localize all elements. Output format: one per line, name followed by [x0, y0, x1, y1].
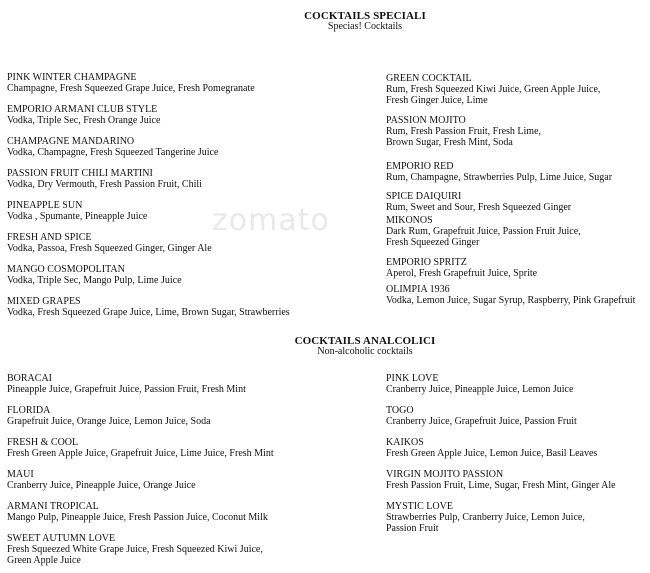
menu-item-description: Vodka, Fresh Squeezed Grape Juice, Lime, Brown Sugar, Strawberries	[7, 307, 290, 318]
menu-item	[386, 73, 635, 115]
menu-item	[386, 405, 616, 437]
menu-item	[386, 373, 616, 405]
menu-item	[7, 501, 274, 533]
menu-item-description: Cranberry Juice, Pineapple Juice, Orange Juice	[7, 480, 196, 491]
menu-item-description: Cranberry Juice, Pineapple Juice, Lemon Juice	[386, 384, 574, 395]
menu-item-description: Rum, Champagne, Strawberries Pulp, Lime Juice, Sugar	[386, 172, 613, 183]
menu-item-description: Vodka, Lemon Juice, Sugar Syrup, Raspberry, Pink Grapefruit	[386, 295, 636, 306]
menu-item-description: Fresh Squeezed White Grape Juice, Fresh Squeezed Kiwi Juice,	[7, 544, 263, 555]
menu-item	[7, 373, 274, 405]
menu-item-name: MIXED GRAPES	[7, 296, 81, 307]
menu-item-description: Vodka , Spumante, Pineapple Juice	[7, 211, 148, 222]
menu-item-description: Fresh Green Apple Juice, Lemon Juice, Basil Leaves	[386, 448, 598, 459]
menu-item	[7, 136, 290, 168]
menu-item-description: Rum, Fresh Passion Fruit, Fresh Lime,	[386, 126, 542, 137]
menu-item-description: Vodka, Dry Vermouth, Fresh Passion Fruit, Chili	[7, 179, 202, 190]
menu-item-description: Rum, Sweet and Sour, Fresh Squeezed Ginger	[386, 202, 572, 213]
menu-item	[7, 200, 290, 232]
menu-item-name: PASSION FRUIT CHILI MARTINI	[7, 168, 153, 179]
menu-item-name: FLORIDA	[7, 405, 51, 416]
menu-item-description: Vodka, Triple Sec, Mango Pulp, Lime Juice	[7, 275, 182, 286]
menu-item-name: OLIMPIA 1936	[386, 284, 450, 295]
menu-item	[7, 296, 290, 328]
menu-item	[386, 501, 616, 541]
zomato-watermark: zomato	[212, 203, 330, 238]
menu-item-description: Brown Sugar, Fresh Mint, Soda	[386, 137, 513, 148]
menu-item-name: MAUI	[7, 469, 34, 480]
menu-item-description: Vodka, Triple Sec, Fresh Orange Juice	[7, 115, 161, 126]
menu-item-name: ARMANI TROPICAL	[7, 501, 99, 512]
menu-item-name: FRESH AND SPICE	[7, 232, 92, 243]
menu-item	[7, 533, 274, 573]
menu-item-description: Grapefruit Juice, Orange Juice, Lemon Juice, Soda	[7, 416, 211, 427]
section-title-cocktails-analcolici: COCKTAILS ANALCOLICI	[294, 335, 436, 347]
menu-item-name: SPICE DAIQUIRI	[386, 191, 462, 202]
section-title-cocktails-speciali: COCKTAILS SPECIALI	[304, 10, 426, 22]
menu-item	[7, 469, 274, 501]
menu-item-name: VIRGIN MOJITO PASSION	[386, 469, 504, 480]
menu-item-description: Cranberry Juice, Grapefruit Juice, Passion Fruit	[386, 416, 577, 427]
menu-item-description: Rum, Fresh Squeezed Kiwi Juice, Green Apple Juice,	[386, 84, 601, 95]
menu-item-name: PINEAPPLE SUN	[7, 200, 83, 211]
menu-item-description: Fresh Green Apple Juice, Grapefruit Juice, Lime Juice, Fresh Mint	[7, 448, 274, 459]
menu-item	[386, 161, 635, 191]
menu-item-description: Pineapple Juice, Grapefruit Juice, Passion Fruit, Fresh Mint	[7, 384, 246, 395]
menu-item	[7, 168, 290, 200]
menu-item-name: GREEN COCKTAIL	[386, 73, 472, 84]
menu-item	[386, 437, 616, 469]
menu-item	[386, 284, 635, 316]
menu-item-name: TOGO	[386, 405, 414, 416]
menu-item-name: BORACAI	[7, 373, 53, 384]
menu-item-description: Passion Fruit	[386, 523, 439, 534]
menu-item-name: MANGO COSMOPOLITAN	[7, 264, 125, 275]
menu-item-description: Fresh Passion Fruit, Lime, Sugar, Fresh Mint, Ginger Ale	[386, 480, 616, 491]
menu-item	[7, 405, 274, 437]
menu-item-description: Champagne, Fresh Squeezed Grape Juice, Fresh Pomegranate	[7, 83, 255, 94]
menu-item	[7, 104, 290, 136]
menu-item	[386, 215, 635, 257]
menu-item	[386, 191, 635, 215]
menu-item	[386, 115, 635, 161]
non-alcoholic-right-column	[386, 373, 616, 541]
menu-item-name: PINK LOVE	[386, 373, 439, 384]
menu-item-name: MYSTIC LOVE	[386, 501, 453, 512]
menu-item-name: PASSION MOJITO	[386, 115, 466, 126]
menu-item-name: FRESH & COOL	[7, 437, 79, 448]
menu-item-name: EMPORIO SPRITZ	[386, 257, 467, 268]
menu-item	[7, 264, 290, 296]
menu-item-name: EMPORIO RED	[386, 161, 454, 172]
menu-item	[7, 232, 290, 264]
menu-item-description: Green Apple Juice	[7, 555, 81, 566]
menu-item-description: Dark Rum, Grapefruit Juice, Passion Fruit Juice,	[386, 226, 581, 237]
special-cocktails-left-column	[7, 72, 290, 328]
menu-item-description: Aperol, Fresh Grapefruit Juice, Sprite	[386, 268, 538, 279]
menu-item-description: Vodka, Champagne, Fresh Squeezed Tangerine Juice	[7, 147, 219, 158]
menu-item	[386, 469, 616, 501]
section-subtitle-non-alcoholic: Non-alcoholic cocktails	[317, 346, 413, 357]
menu-item-name: EMPORIO ARMANI CLUB STYLE	[7, 104, 158, 115]
menu-item-name: MIKONOS	[386, 215, 433, 226]
special-cocktails-right-column	[386, 73, 635, 316]
menu-item-name: KAIKOS	[386, 437, 424, 448]
menu-item-name: SWEET AUTUMN LOVE	[7, 533, 116, 544]
menu-item-description: Vodka, Passoa, Fresh Squeezed Ginger, Ginger Ale	[7, 243, 212, 254]
menu-item-name: PINK WINTER CHAMPAGNE	[7, 72, 137, 83]
menu-item-name: CHAMPAGNE MANDARINO	[7, 136, 135, 147]
menu-item-description: Fresh Squeezed Ginger	[386, 237, 480, 248]
non-alcoholic-left-column	[7, 373, 274, 573]
menu-item-description: Mango Pulp, Pineapple Juice, Fresh Passion Juice, Coconut Milk	[7, 512, 268, 523]
menu-item-description: Fresh Ginger Juice, Lime	[386, 95, 488, 106]
menu-item	[7, 437, 274, 469]
section-subtitle-special-cocktails: Specias! Cocktails	[327, 21, 403, 32]
menu-item-description: Strawberries Pulp, Cranberry Juice, Lemon Juice,	[386, 512, 585, 523]
menu-item	[7, 72, 290, 104]
menu-item	[386, 257, 635, 284]
